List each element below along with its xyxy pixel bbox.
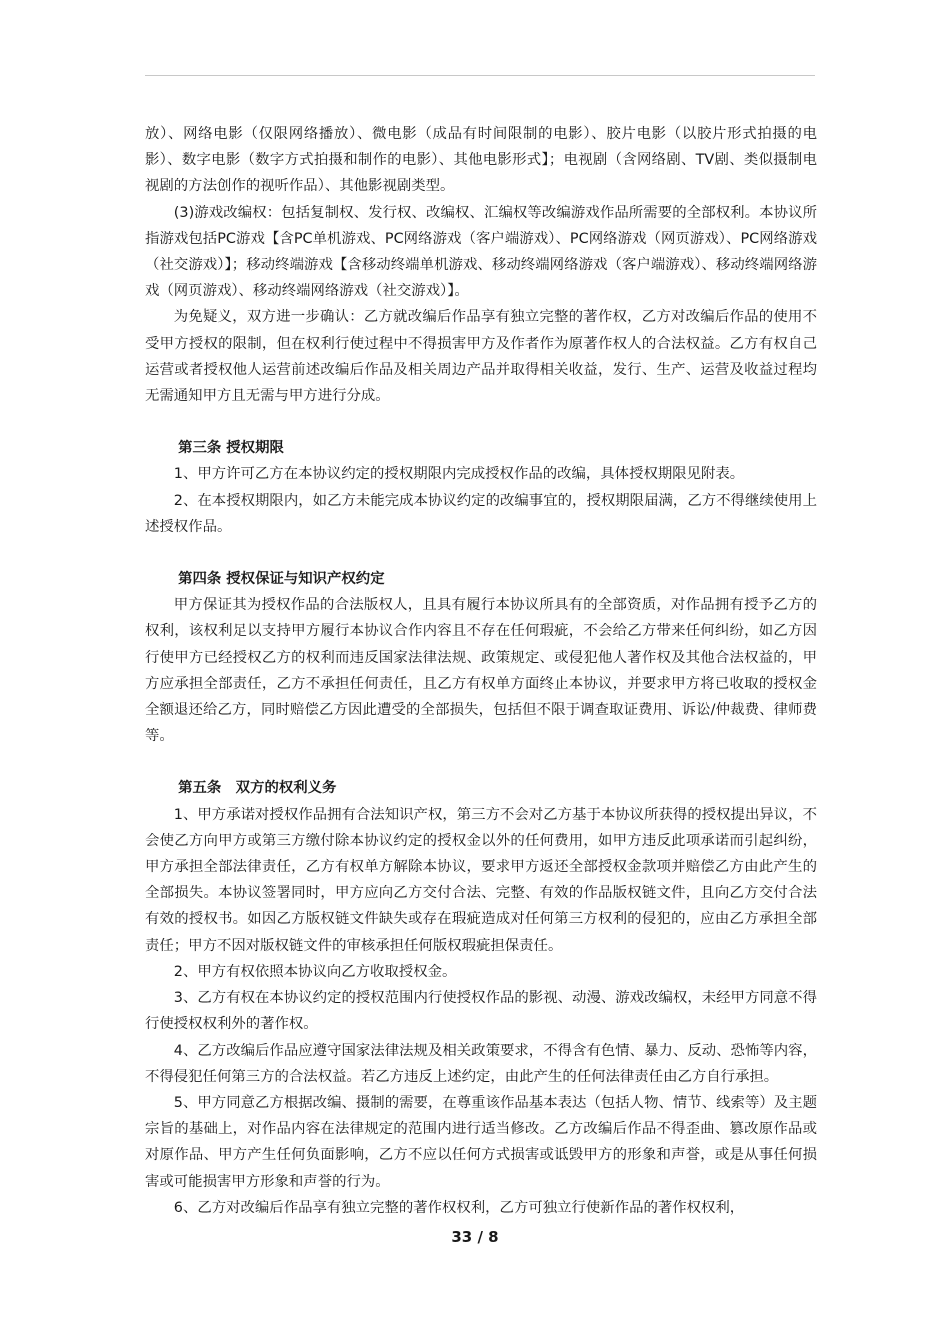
article-4-body: 甲方保证其为授权作品的合法版权人，且具有履行本协议所具有的全部资质，对作品拥有授予乙方的权利，该权利足以支持甲方履行本协议合作内容且不存在任何瑕疵，不会给乙方带来任何纠纷，如乙方因行使甲方已经授权乙方的权利而违反国家法律法规、政策规定、或侵犯他人著作权及其他合法权益的，甲方应承担全部责任，乙方不承担任何责任，且乙方有权单方面终止本协议，并要求甲方将已收取的授权金全额退还给乙方，同时赔偿乙方因此遭受的全部损失，包括但不限于调查取证费用、诉讼/仲裁费、律师费等。 <box>145 597 817 745</box>
section-gap <box>145 749 817 775</box>
article-5-item: 3、乙方有权在本协议约定的授权范围内行使授权作品的影视、动漫、游戏改编权，未经甲方同意不得行使授权权利外的著作权。 <box>145 990 817 1033</box>
article-5-item: 6、乙方对改编后作品享有独立完整的著作权权利，乙方可独立行使新作品的著作权权利， <box>173 1199 745 1216</box>
paragraph-game-rights: (3)游戏改编权：包括复制权、发行权、改编权、汇编权等改编游戏作品所需要的全部权利。本协议所指游戏包括PC游戏【含PC单机游戏、PC网络游戏（客户端游戏）、PC网络游戏（网页游戏）、PC网络游戏（社交游戏）】；移动终端游戏【含移动终端单机游戏、移动终端网络游戏（客户端游戏）、移动终端网络游戏（网页游戏）、移动终端网络游戏（社交游戏）】。 <box>145 204 817 300</box>
article-4-heading: 第四条 授权保证与知识产权约定 <box>178 571 385 588</box>
paragraph-clarification: 为免疑义，双方进一步确认：乙方就改编后作品享有独立完整的著作权，乙方对改编后作品的使用不受甲方授权的限制，但在权利行使过程中不得损害甲方及作者作为原著作权人的合法权益。乙方有权自己运营或者授权他人运营前述改编后作品及相关周边产品并取得相关收益，发行、生产、运营及收益过程均无需通知甲方且无需与甲方进行分成。 <box>145 309 817 405</box>
section-gap <box>145 540 817 566</box>
page-number: 33 / 8 <box>451 1228 499 1246</box>
article-3-heading: 第三条 授权期限 <box>178 440 284 457</box>
document-body <box>145 121 817 1221</box>
header-rule <box>145 75 815 76</box>
article-3 <box>145 435 817 540</box>
article-5-item: 1、甲方承诺对授权作品拥有合法知识产权，第三方不会对乙方基于本协议所获得的授权提出异议，不会使乙方向甲方或第三方缴付除本协议约定的授权金以外的任何费用，如甲方违反此项承诺而引起纠纷，甲方承担全部法律责任，乙方有权单方解除本协议，要求甲方返还全部授权金款项并赔偿乙方由此产生的全部损失。本协议签署同时，甲方应向乙方交付合法、完整、有效的作品版权链文件，且向乙方交付合法有效的授权书。如因乙方版权链文件缺失或存在瑕疵造成对任何第三方权利的侵犯的，应由乙方承担全部责任；甲方不因对版权链文件的审核承担任何版权瑕疵担保责任。 <box>145 806 817 954</box>
article-3-item: 1、甲方许可乙方在本协议约定的授权期限内完成授权作品的改编，具体授权期限见附表。 <box>173 466 745 483</box>
paragraph-film-types: 放）、网络电影（仅限网络播放）、微电影（成品有时间限制的电影）、胶片电影（以胶片形式拍摄的电影）、数字电影（数字方式拍摄和制作的电影）、其他电影形式】；电视剧（含网络剧、TV剧、类似摄制电视剧的方法创作的视听作品）、其他影视剧类型。 <box>145 126 817 195</box>
section-gap <box>145 409 817 435</box>
article-3-item: 2、在本授权期限内，如乙方未能完成本协议约定的改编事宜的，授权期限届满，乙方不得继续使用上述授权作品。 <box>145 492 817 535</box>
article-5 <box>145 775 817 1220</box>
article-5-item: 5、甲方同意乙方根据改编、摄制的需要，在尊重该作品基本表达（包括人物、情节、线索等）及主题宗旨的基础上，对作品内容在法律规定的范围内进行适当修改。乙方改编后作品不得歪曲、篡改原作品或对原作品、甲方产生任何负面影响，乙方不应以任何方式损害或诋毁甲方的形象和声誉，或是从事任何损害或可能损害甲方形象和声誉的行为。 <box>145 1094 817 1190</box>
article-5-item: 2、甲方有权依照本协议向乙方收取授权金。 <box>173 963 457 980</box>
article-5-heading: 第五条 双方的权利义务 <box>178 780 337 797</box>
article-4 <box>145 566 817 749</box>
article-5-item: 4、乙方改编后作品应遵守国家法律法规及相关政策要求，不得含有色情、暴力、反动、恐怖等内容，不得侵犯任何第三方的合法权益。若乙方违反上述约定，由此产生的任何法律责任由乙方自行承担。 <box>145 1042 817 1085</box>
